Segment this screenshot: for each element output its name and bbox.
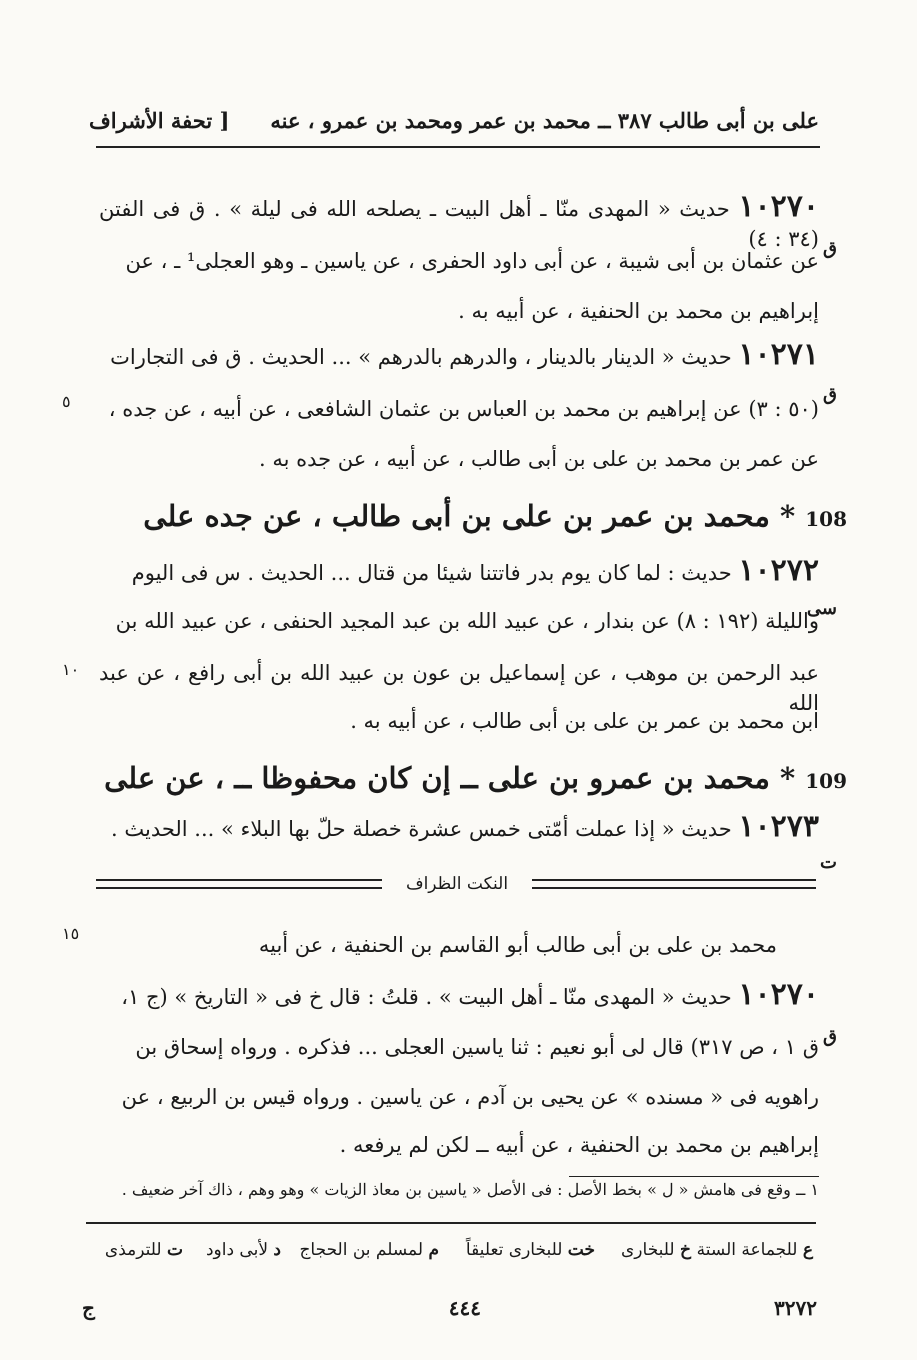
header-rule [96, 146, 820, 148]
entry-10270-line-2: عن عثمان بن أبى شيبة ، عن أبى داود الحفرى ، عن ياسين ـ وهو العجلى¹ ـ ، عن [125, 249, 819, 273]
entry-10271-line-2: (٥٠ : ٣) عن إبراهيم بن محمد بن العباس بن عثمان الشافعى ، عن أبيه ، عن جده ، [108, 397, 819, 421]
margin-symbol: ت [820, 852, 837, 873]
entry-10272-line-1: ١٠٢٧٢ حديث : لما كان يوم بدر فاتتنا شيئا من قتال ... الحديث . س فى اليوم [131, 553, 819, 588]
margin-symbol: ق [823, 1026, 837, 1047]
footnote-rule [569, 1176, 819, 1177]
section-number: 108 [805, 507, 847, 531]
hadith-number: ١٠٢٧٠ [738, 977, 819, 1012]
entry-10272-line-2: والليلة (١٩٢ : ٨) عن بندار ، عن عبيد الله بن عبد المجيد الحنفى ، عن عبيد الله بن [115, 609, 819, 633]
abbr-item: ع للجماعة الستة [696, 1240, 813, 1260]
hadith-number: ١٠٢٧٠ [738, 189, 819, 224]
hadith-number: ١٠٢٧٢ [738, 553, 819, 588]
abbr-item: م لمسلم بن الحجاج [299, 1240, 439, 1260]
line-marker: ١٥ [62, 924, 80, 943]
header-title: على بن أبى طالب ٣٨٧ ــ محمد بن عمر ومحمد بن عمرو ، عنه [270, 108, 819, 133]
abbr-item: خ للبخارى [621, 1240, 691, 1260]
nukat-line-2: ق ١ ، ص ٣١٧) قال لى أبو نعيم : ثنا ياسين العجلى ... فذكره . ورواه إسحاق بن [135, 1035, 819, 1059]
line-marker: ١٠ [62, 660, 80, 679]
entry-10271-line-1: ١٠٢٧١ حديث « الدينار بالدينار ، والدرهم بالدرهم » ... الحديث . ق فى التجارات [110, 337, 819, 372]
nukat-line-1: ١٠٢٧٠ حديث « المهدى منّا ـ أهل البيت » . قلتُ : قال خ فى « التاريخ » (ج ١، [121, 977, 819, 1012]
folio-sequence: ٣٢٧٢ [774, 1296, 817, 1320]
section-number: 109 [805, 769, 847, 793]
nukat-line-4: إبراهيم بن محمد بن الحنفية ، عن أبيه ــ لكن لم يرفعه . [339, 1133, 819, 1157]
abbreviation-rule [86, 1222, 816, 1224]
nukat-heading: محمد بن على بن أبى طالب أبو القاسم بن الحنفية ، عن أبيه [258, 933, 777, 957]
hadith-number: ١٠٢٧٣ [738, 809, 819, 844]
margin-symbol: ق [823, 384, 837, 405]
margin-symbol: ق [823, 238, 837, 259]
section-heading-108 [87, 496, 847, 539]
abbr-item: ت للترمذى [104, 1240, 183, 1260]
entry-10271-line-3: عن عمر بن محمد بن على بن أبى طالب ، عن أبيه ، عن جده به . [259, 447, 819, 471]
entry-10272-line-3: عبد الرحمن بن موهب ، عن إسماعيل بن عون بن عبيد الله بن أبى رافع ، عن عبد الله [99, 661, 819, 715]
section-heading-109 [87, 758, 847, 801]
nukat-line-3: راهويه فى « مسنده » عن يحيى بن آدم ، عن ياسين . ورواه قيس بن الربيع ، عن [121, 1085, 819, 1109]
entry-10270-line-3: إبراهيم بن محمد بن الحنفية ، عن أبيه به . [458, 299, 819, 323]
entry-10272-line-4: ابن محمد بن عمر بن على بن أبى طالب ، عن أبيه به . [350, 709, 819, 733]
entry-10273-line-1: ١٠٢٧٣ حديث « إذا عملت أمّتى خمس عشرة خصلة حلّ بها البلاء » ... الحديث . [111, 809, 819, 844]
signature-mark: ج [82, 1296, 95, 1320]
line-marker: ٥ [62, 392, 71, 411]
section-title: * محمد بن عمرو بن على ــ إن كان محفوظا ــ ، عن على [104, 761, 796, 795]
page-number: ٤٤٤ [448, 1296, 481, 1320]
margin-symbol: سى [806, 598, 837, 619]
hadith-number: ١٠٢٧١ [738, 337, 819, 372]
abbr-item: خت للبخارى تعليقاً [465, 1240, 595, 1260]
running-header [89, 108, 819, 140]
footnote: ١ ــ وقع فى هامش « ل » بخط الأصل : فى الأصل « ياسين بن معاذ الزيات » وهو وهم ، ذاك آخر ضعيف . [121, 1180, 819, 1199]
header-book-title: [ تحفة الأشراف [89, 108, 230, 133]
section-title: * محمد بن عمر بن على بن أبى طالب ، عن جده على [143, 499, 796, 533]
entry-10270-line-1: ١٠٢٧٠ حديث « المهدى منّا ـ أهل البيت ـ يصلحه الله فى ليلة » . ق فى الفتن (٣٤ : ٤) [99, 189, 819, 251]
abbr-item: د لأبى داود [205, 1240, 281, 1260]
nukat-label: النكت الظراف [382, 872, 532, 896]
